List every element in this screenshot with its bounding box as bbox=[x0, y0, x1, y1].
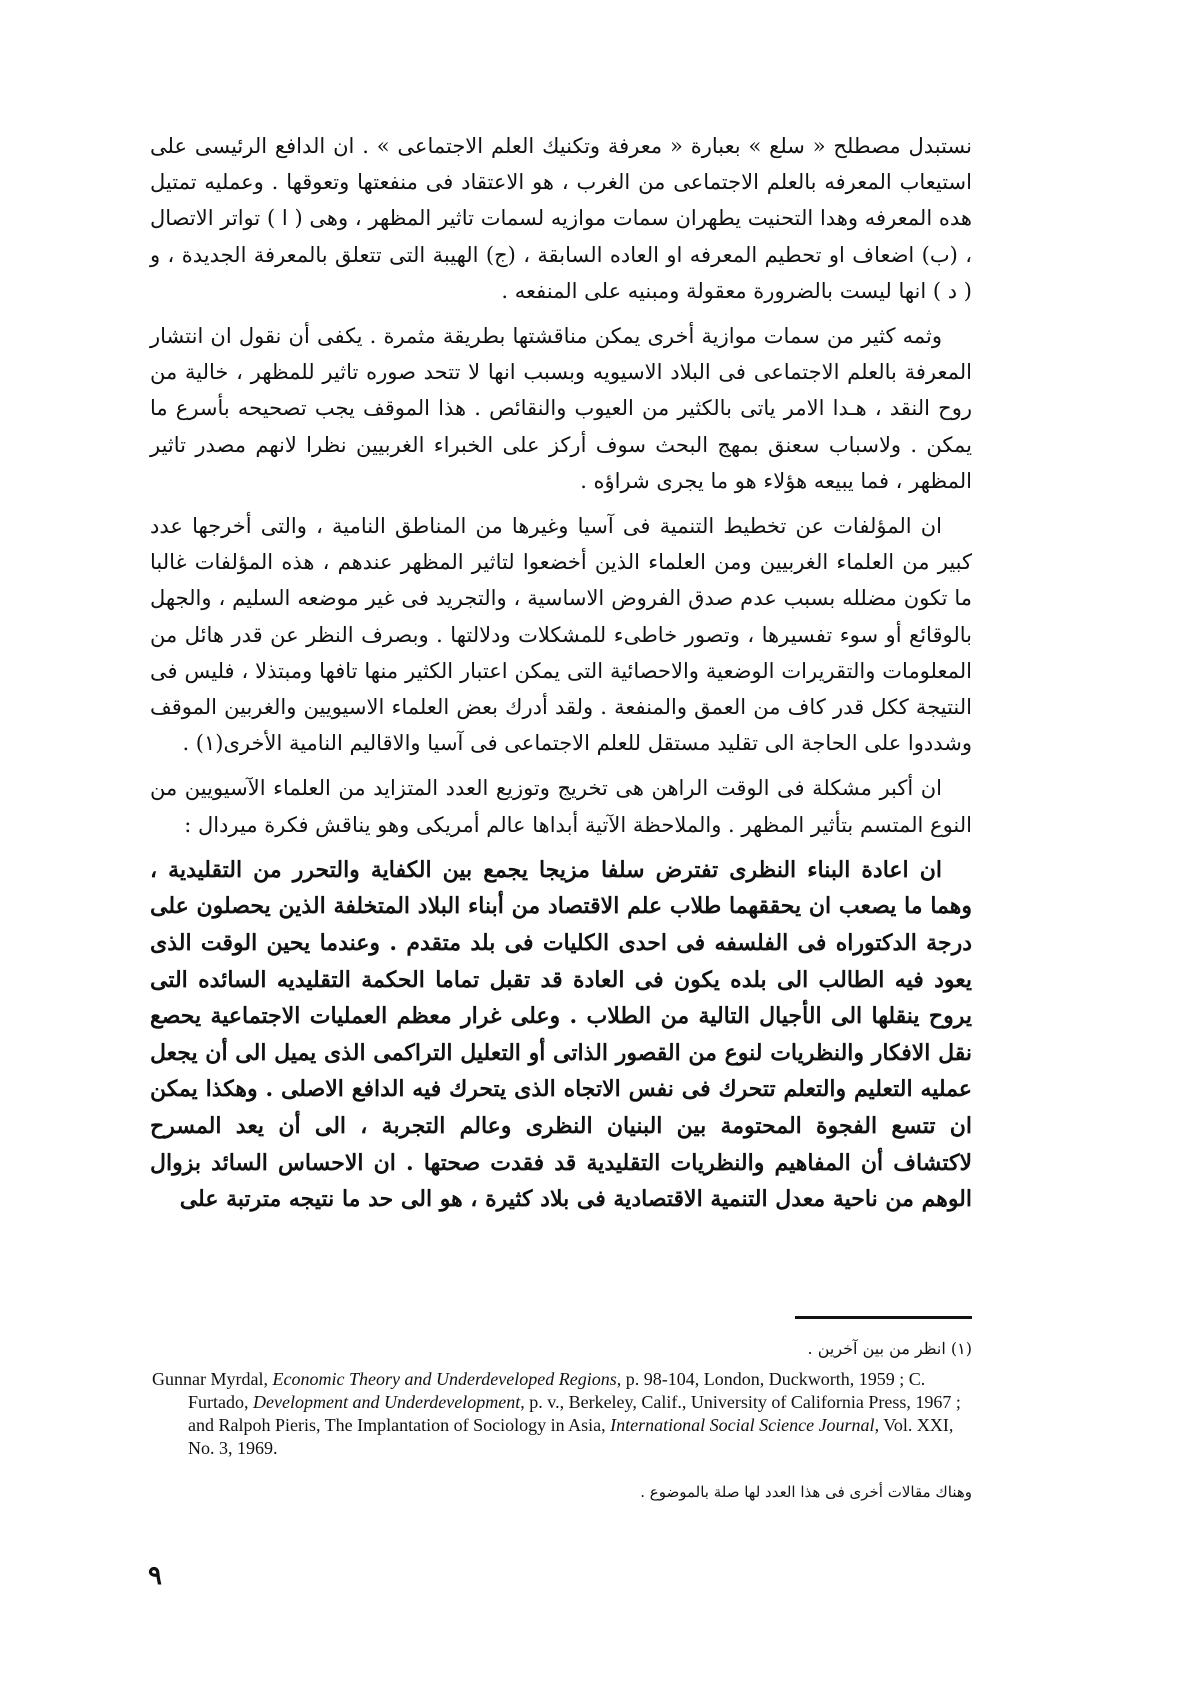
citation-journal-details: , Vol. XXI, No. 3, 1969. bbox=[188, 1415, 954, 1458]
paragraph-1: نستبدل مصطلح « سلع » بعبارة « معرفة وتكنيك العلم الاجتماعى » . ان الدافع الرئيسى على استيعاب المعرفه بالعلم الاجتماعى من الغرب ، هو الاعتقاد فى منفعتها وتعوقها . وعمليه تمتيل هده المعرفه وهدا التحنيت يطهران سمات موازيه لسمات تاثير المظهر ، وهى ( ا ) تواتر الاتصال ، (ب) اضعاف او تحطيم المعرفه او العاده السابقة ، (ج) الهيبة التى تتعلق بالمعرفة الجديدة ، و ( د ) انها ليست بالضرورة معقولة ومبنيه على المنفعه . bbox=[150, 134, 972, 303]
citation-furtado-details: , p. v., Berkeley, Calif., University of California Press, 1967 ; and Ralpoh Pieris, The Implantation of Sociology in Asia, bbox=[188, 1392, 961, 1435]
footnote-reference bbox=[152, 1368, 972, 1460]
paragraph-2: وثمه كثير من سمات موازية أخرى يمكن مناقشتها بطريقة مثمرة . يكفى أن نقول ان انتشار المعرفة بالعلم الاجتماعى فى البلاد الاسيويه وبسبب انها لا تتحد صوره تاثير للمظهر ، خالية من روح النقد ، هـدا الامر ياتى بالكثير من العيوب والنقائص . هذا الموقف يجب تصحيحه بأسرع ما يمكن . ولاسباب سعنق بمهج البحث سوف أركز على الخبراء الغربيين نظرا لانهم مصدر تاثير المظهر ، فما يبيعه هؤلاء هو ما يجرى شراؤه . bbox=[150, 324, 972, 493]
citation-myrdal-author: Gunnar Myrdal, bbox=[152, 1369, 273, 1389]
main-text bbox=[150, 128, 972, 1218]
footnote-citations bbox=[152, 1368, 972, 1460]
paragraph-3: ان المؤلفات عن تخطيط التنمية فى آسيا وغيرها من المناطق النامية ، والتى أخرجها عدد كبير من العلماء الغربيين ومن العلماء الذين أخضعوا لتاثير المظهر عندهم ، هذه المؤلفات غالبا ما تكون مضلله بسبب عدم صدق الفروض الاساسية ، والتجريد فى غير موضعه السليم ، والجهل بالوقائع أو سوء تفسيرها ، وتصور خاطىء للمشكلات ودلالتها . وبصرف النظر عن قدر هائل من المعلومات والتقريرات الوضعية والاحصائية التى يمكن اعتبار الكثير منها تافها ومبتذلا ، فليس فى النتيجة ككل قدر كاف من العمق والمنفعة . ولقد أدرك بعض العلماء الاسيويين والغربين الموقف وشددوا على الحاجة الى تقليد مستقل للعلم الاجتماعى فى آسيا والاقاليم النامية الأخرى(١) . bbox=[150, 514, 972, 756]
footnote-note: وهناك مقالات أخرى فى هذا العدد لها صلة بالموضوع . bbox=[640, 1483, 972, 1501]
footnote-divider bbox=[795, 1316, 972, 1319]
paragraph-4: ان أكبر مشكلة فى الوقت الراهن هى تخريج وتوزيع العدد المتزايد من العلماء الآسيويين من النوع المتسم بتأثير المظهر . والملاحظة الآتية أبداها عالم أمريكى وهو يناقش فكرة ميردال : bbox=[150, 776, 972, 837]
citation-journal-title: International Social Science Journal bbox=[610, 1415, 875, 1435]
page-number: ٩ bbox=[148, 1561, 162, 1591]
citation-myrdal-title: Economic Theory and Underdeveloped Regions bbox=[272, 1369, 617, 1389]
footnote-marker: (١) انظر من بين آخرين . bbox=[807, 1339, 972, 1358]
block-quote: ان اعادة البناء النظرى تفترض سلفا مزيجا يجمع بين الكفاية والتحرر من التقليدية ، وهما ما يصعب ان يحققهما طلاب علم الاقتصاد من أبناء البلاد المتخلفة الذين يحصلون على درجة الدكتوراه فى الفلسفه فى احدى الكليات فى بلد متقدم . وعندما يحين الوقت الذى يعود فيه الطالب الى بلده يكون فى العادة قد تقبل تماما الحكمة التقليديه السائده التى يروح ينقلها الى الأجيال التالية من الطلاب . وعلى غرار معظم العمليات الاجتماعية يحصع نقل الافكار والنظريات لنوع من القصور الذاتى أو التعليل التراكمى الذى يميل الى أن يجعل عمليه التعليم والتعلم تتحرك فى نفس الاتجاه الذى يتحرك فيه الدافع الاصلى . وهكذا يمكن ان تتسع الفجوة المحتومة بين البنيان النظرى وعالم التجربة ، الى أن يعد المسرح لاكتشاف أن المفاهيم والنظريات التقليدية قد فقدت صحتها . ان الاحساس السائد بزوال الوهم من ناحية معدل التنمية الاقتصادية فى بلاد كثيرة ، هو الى حد ما نتيجه مترتبة على bbox=[150, 856, 973, 1213]
citation-furtado-title: Development and Underdevelopment bbox=[253, 1392, 521, 1412]
citation-myrdal-details: , p. 98-104, London, Duckworth, 1959 ; C. Furtado, bbox=[188, 1369, 926, 1412]
